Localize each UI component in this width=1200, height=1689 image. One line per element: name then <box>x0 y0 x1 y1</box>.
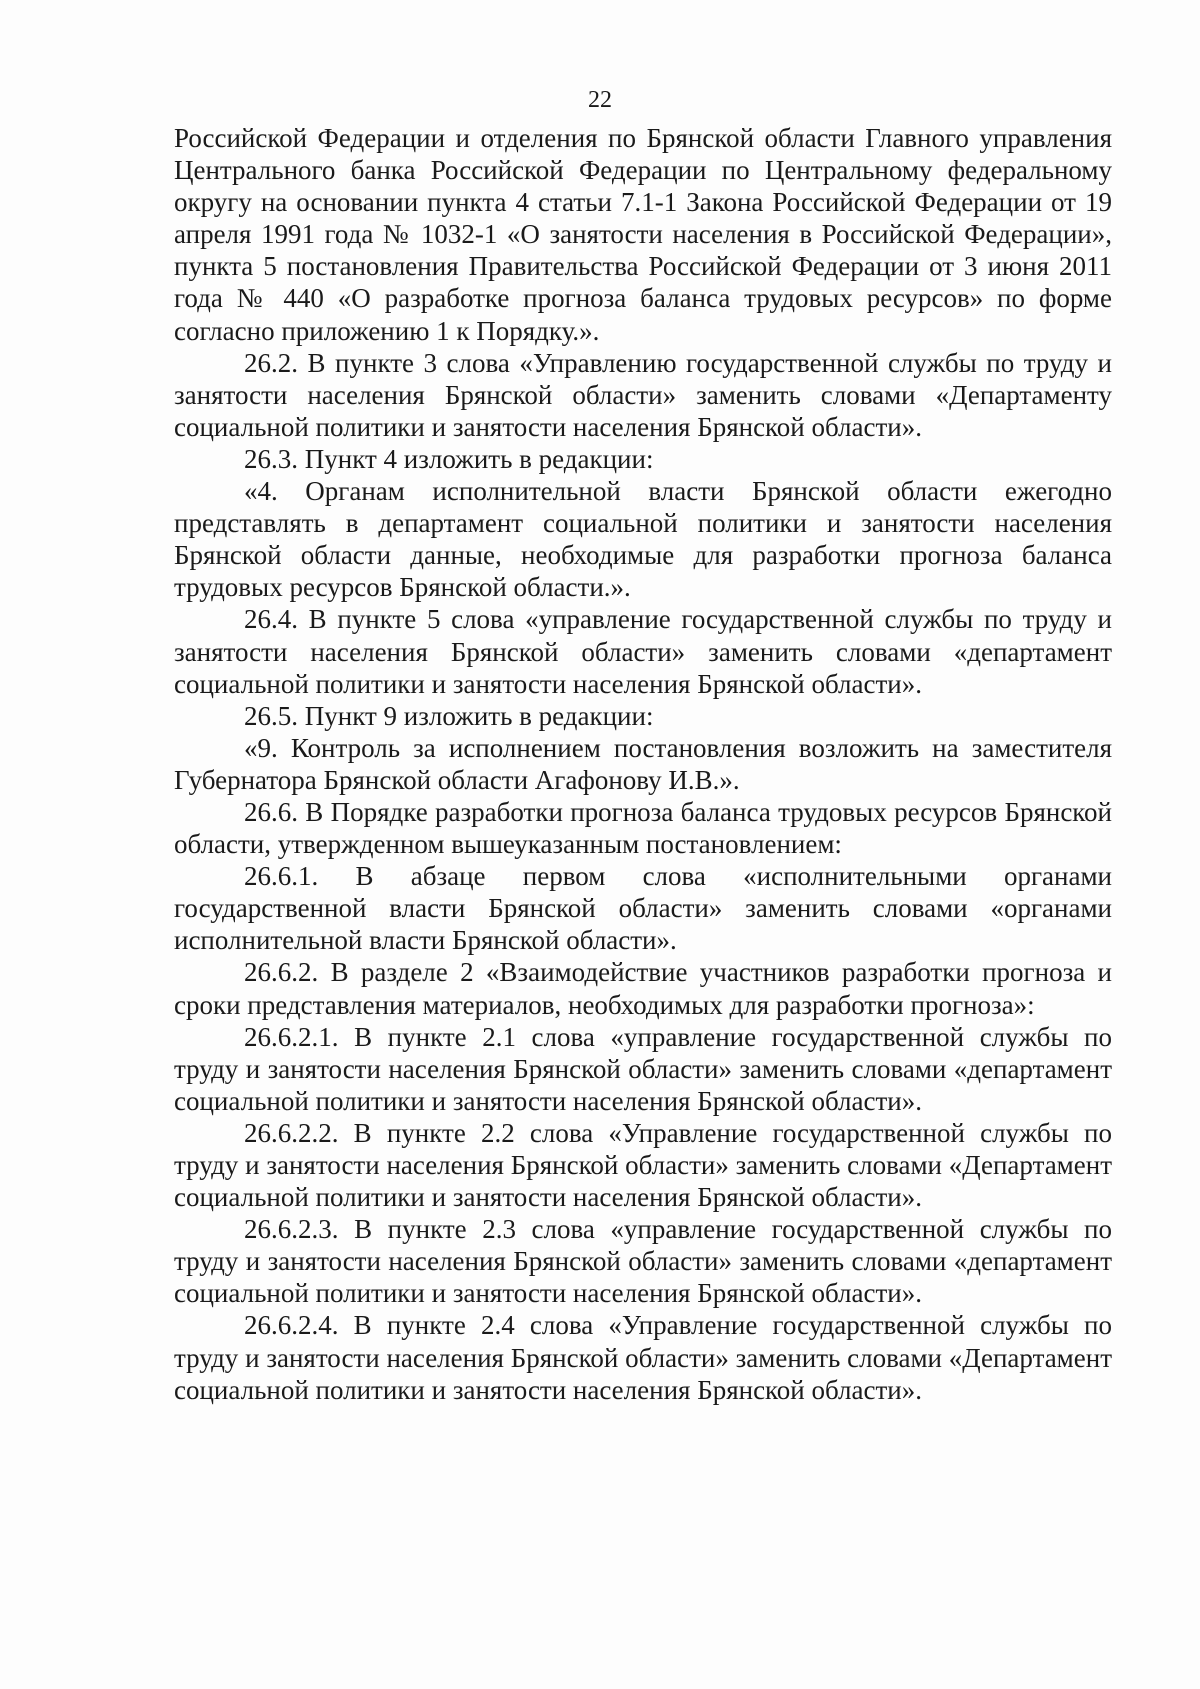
document-body <box>174 122 1112 1406</box>
paragraph-26-6-2-4: 26.6.2.4. В пункте 2.4 слова «Управление государственной службы по труду и занятости населения Брянской области» заменить словами «Департамент социальной политики и занятости населения Брянской области». <box>174 1310 1112 1405</box>
paragraph-quote-9: «9. Контроль за исполнением постановления возложить на заместителя Губернатора Брянской области Агафонову И.В.». <box>174 732 1112 795</box>
paragraph-26-6: 26.6. В Порядке разработки прогноза баланса трудовых ресурсов Брянской области, утвержденном вышеуказанным постановлением: <box>174 796 1112 860</box>
paragraph-26-4: 26.4. В пункте 5 слова «управление государственной службы по труду и занятости населения Брянской области» заменить словами «департамент социальной политики и занятости населения Брянской области». <box>174 604 1112 699</box>
paragraph-26-2: 26.2. В пункте 3 слова «Управлению государственной службы по труду и занятости населения Брянской области» заменить словами «Департаменту социальной политики и занятости населения Брянской области». <box>174 347 1112 442</box>
paragraph-quote-4: «4. Органам исполнительной власти Брянской области ежегодно представлять в департамент социальной политики и занятости населения Брянской области данные, необходимые для разработки прогноза баланса трудовых ресурсов Брянской области.». <box>174 476 1112 603</box>
paragraph-26-5: 26.5. Пункт 9 изложить в редакции: <box>244 700 654 731</box>
paragraph-26-3: 26.3. Пункт 4 изложить в редакции: <box>244 443 654 474</box>
paragraph-26-6-2-3: 26.6.2.3. В пункте 2.3 слова «управление государственной службы по труду и занятости населения Брянской области» заменить словами «департамент социальной политики и занятости населения Брянской области». <box>174 1214 1112 1309</box>
paragraph-continuation: Российской Федерации и отделения по Брянской области Главного управления Центрального банка Российской Федерации по Центральному федеральному округу на основании пункта 4 статьи 7.1-1 Закона Российской Федерации от 19 апреля 1991 года № 1032-1 «О занятости населения в Российской Федерации», пункта 5 постановления Правительства Российской Федерации от 3 июня 2011 года № 440 «О разработке прогноза баланса трудовых ресурсов» по форме согласно приложению 1 к Порядку.». <box>174 123 1112 346</box>
paragraph-26-6-2-1: 26.6.2.1. В пункте 2.1 слова «управление государственной службы по труду и занятости населения Брянской области» заменить словами «департамент социальной политики и занятости населения Брянской области». <box>174 1021 1112 1116</box>
paragraph-26-6-1: 26.6.1. В абзаце первом слова «исполнительными органами государственной власти Брянской области» заменить словами «органами исполнительной власти Брянской области». <box>174 861 1112 956</box>
page-number: 22 <box>588 87 612 113</box>
paragraph-26-6-2-2: 26.6.2.2. В пункте 2.2 слова «Управление государственной службы по труду и занятости населения Брянской области» заменить словами «Департамент социальной политики и занятости населения Брянской области». <box>174 1117 1112 1213</box>
paragraph-26-6-2: 26.6.2. В разделе 2 «Взаимодействие участников разработки прогноза и сроки представления материалов, необходимых для разработки прогноза»: <box>174 957 1112 1020</box>
